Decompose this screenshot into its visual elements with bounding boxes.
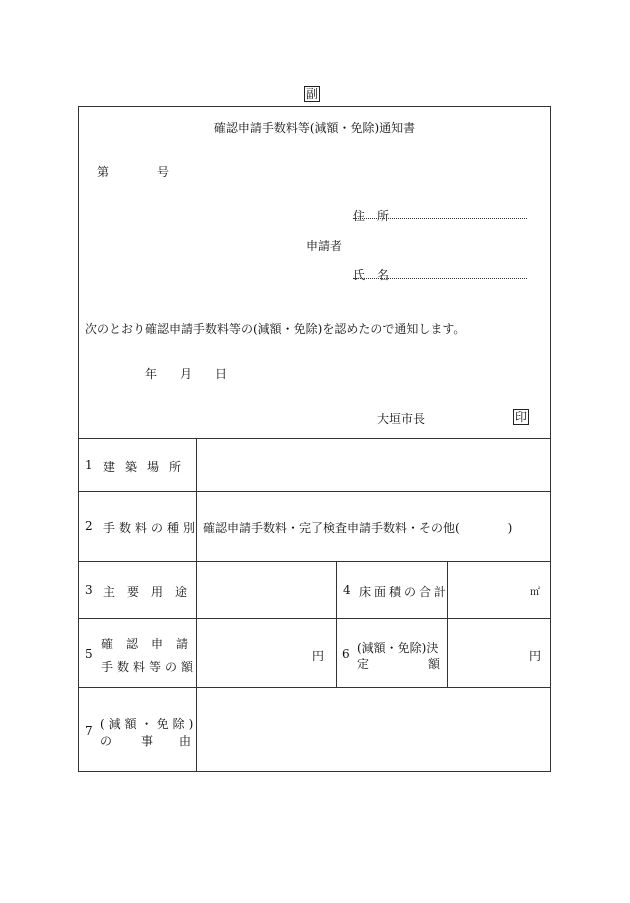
- row6-label-line1: (減額・免除)決: [357, 641, 439, 655]
- name-line: [353, 278, 527, 279]
- row-divider: [79, 491, 550, 492]
- fee-amount-unit: 円: [312, 649, 325, 663]
- row1-number: 1: [85, 458, 93, 472]
- row3-label: 主要用途: [103, 585, 200, 599]
- row2-number: 2: [85, 519, 93, 533]
- row7-label-line2-c: 由: [179, 734, 192, 748]
- notice-text: 次のとおり確認申請手数料等の(減額・免除)を認めたので通知します。: [85, 322, 466, 336]
- row6-label-line2-b: 額: [428, 657, 441, 671]
- right-column-divider: [447, 561, 448, 687]
- copy-mark: 副: [306, 87, 319, 101]
- seal-mark: 印: [515, 410, 528, 424]
- row-divider: [79, 687, 550, 688]
- notice-form: [78, 106, 551, 772]
- address-line: [353, 218, 527, 219]
- row4-label: 床面積の合計: [359, 585, 450, 599]
- fee-type-value: 確認申請手数料・完了検査申請手数料・その他( ): [203, 521, 513, 535]
- date-day: 日: [215, 367, 228, 381]
- row1-label: 建築場所: [103, 460, 192, 474]
- row5-number: 5: [85, 647, 93, 661]
- row7-label-line1: (減額・免除): [100, 717, 198, 731]
- issuer: 大垣市長: [377, 412, 426, 426]
- row-divider: [79, 561, 550, 562]
- number-label-go: 号: [157, 165, 170, 179]
- row7-label-line2-b: 事: [141, 734, 154, 748]
- middle-column-divider: [336, 561, 337, 687]
- row6-label-line2-a: 定: [357, 657, 370, 671]
- row2-label: 手数料の種別: [103, 521, 200, 535]
- floor-area-unit: ㎡: [530, 587, 540, 598]
- number-label-dai: 第: [97, 165, 110, 179]
- document-title: 確認申請手数料等(減額・免除)通知書: [213, 121, 416, 135]
- decided-amount-unit: 円: [529, 649, 542, 663]
- date-month: 月: [180, 367, 193, 381]
- row5-label-line1: 確認申請: [101, 637, 202, 651]
- row7-number: 7: [85, 724, 93, 738]
- row3-number: 3: [85, 583, 93, 597]
- applicant-label: 申請者: [306, 239, 343, 253]
- row6-number: 6: [342, 647, 350, 661]
- row5-label-line2: 手数料等の額: [101, 660, 198, 674]
- address-label: 住 所: [353, 209, 390, 223]
- name-label: 氏 名: [353, 268, 390, 282]
- row-divider: [79, 618, 550, 619]
- row7-label-line2-a: の: [100, 734, 113, 748]
- row-divider: [79, 438, 550, 439]
- row4-number: 4: [343, 583, 351, 597]
- date-year: 年: [145, 367, 158, 381]
